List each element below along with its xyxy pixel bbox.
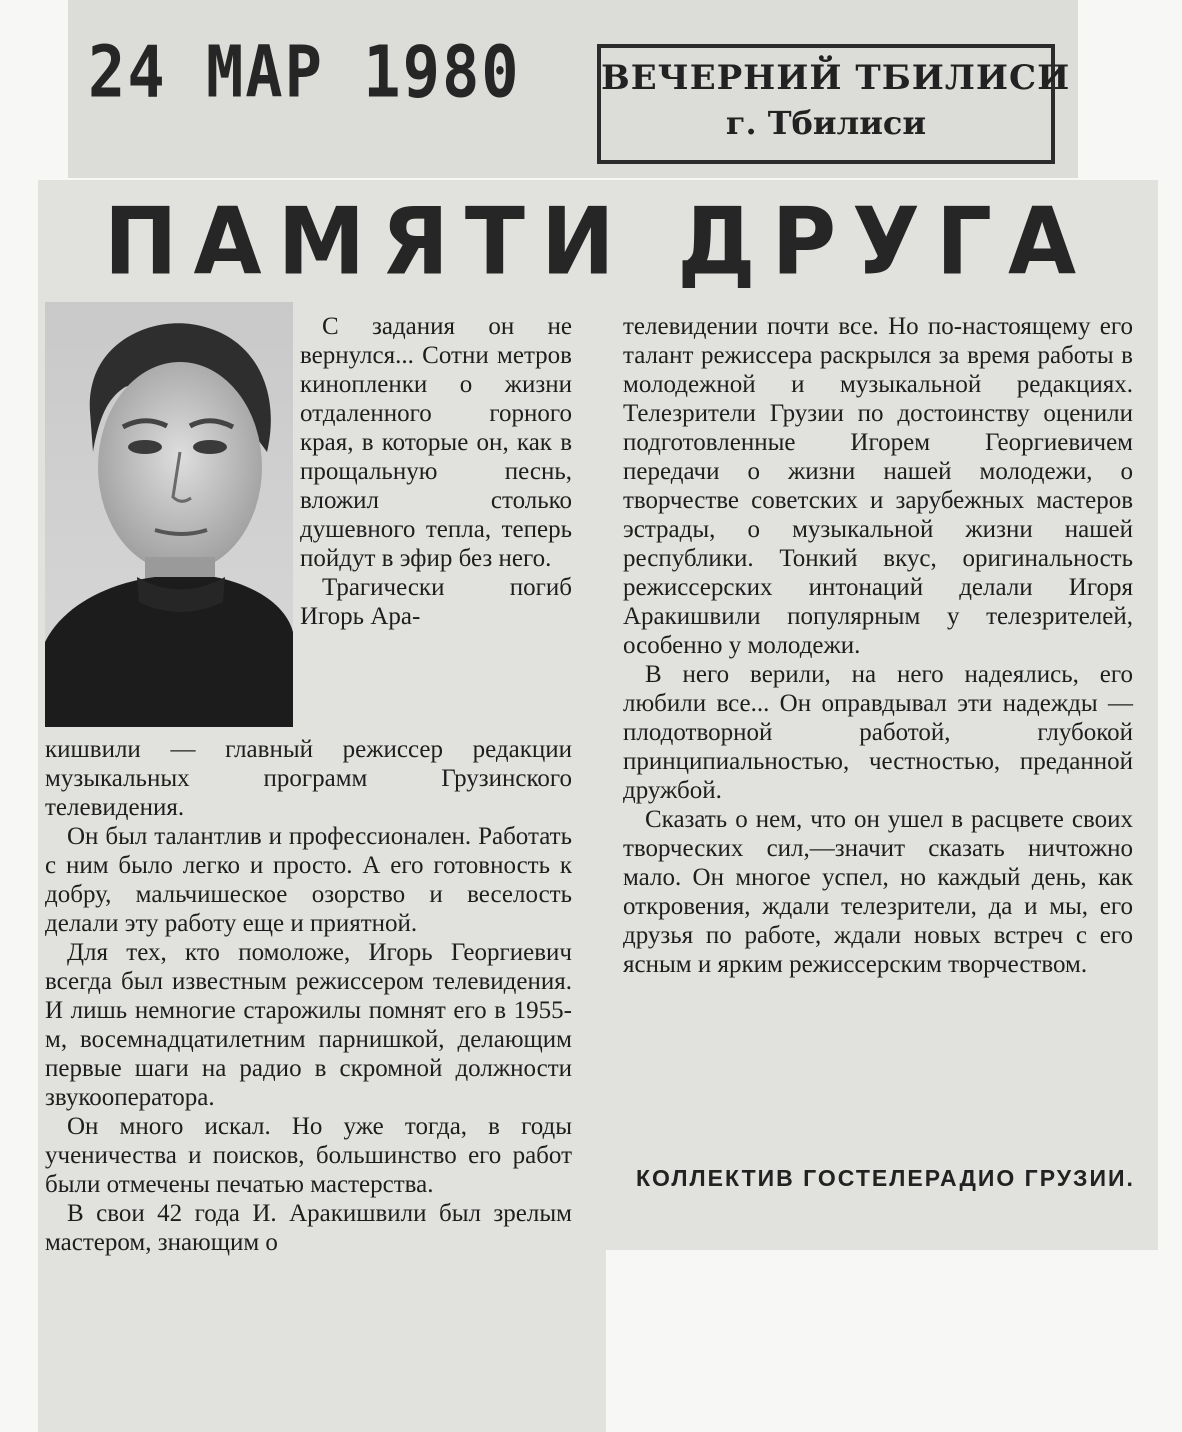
article-paragraph: В свои 42 года И. Аракишвили был зрелым мастером, знающим о [45, 1200, 572, 1256]
portrait-photo [45, 302, 293, 727]
article-paragraph: Он много искал. Но уже тогда, в годы ученичества и поисков, большинство его работ были отмечены печатью мастерства. [45, 1113, 572, 1198]
article-column-right [623, 312, 1133, 979]
article-paragraph: В него верили, на него надеялись, его любили все... Он оправдывал эти надежды — плодотворной работой, глубокой принципиальностью, честностью, преданной дружбой. [623, 661, 1133, 804]
article-paragraph: Он был талантлив и профессионален. Работать с ним было легко и просто. А его готовность к добру, мальчишеское озорство и веселость делали эту работу еще и приятной. [45, 823, 572, 937]
article-paragraph: Для тех, кто помоложе, Игорь Георгиевич всегда был известным режиссером телевидения. И лишь немногие старожилы помнят его в 1955-м, восемнадцатилетним парнишкой, делающим первые шаги на радио в скромной должности звукооператора. [45, 939, 572, 1111]
article-paragraph: Трагически погиб Игорь Ара- [300, 574, 572, 630]
article-column-narrow [300, 312, 572, 631]
portrait-image [45, 302, 293, 727]
article-paragraph: Сказать о нем, что он ушел в расцвете своих творческих сил,—значит сказать ничтожно мало. Он многое успел, но каждый день, как откровения, ждали телезрители, да и мы, его друзья по работе, ждали новых встреч с его ясным и ярким режиссерским творчеством. [623, 806, 1133, 978]
article-headline: ПАМЯТИ ДРУГА [103, 187, 1093, 296]
newspaper-clipping-bottom [38, 1248, 606, 1432]
date-stamp: 24 МАР 1980 [88, 30, 521, 114]
article-paragraph: телевидении почти все. Но по-настоящему его талант режиссера раскрылся за время работы в молодежной и музыкальной редакциях. Телезрители Грузии по достоинству оценили подготовленные Игорем Георгиевичем передачи о жизни нашей молодежи, о творчестве советских и зарубежных мастеров эстрады, о музыкальной жизни нашей республики. Тонкий вкус, оригинальность режиссерских интонаций делали Игоря Аракишвили популярным у телезрителей, особенно у молодежи. [623, 313, 1133, 659]
article-paragraph: С задания он не вернулся... Сотни метров кинопленки о жизни отдаленного горного края, в которые он, как в прощальную песнь, вложил столько душевного тепла, теперь пойдут в эфир без него. [300, 313, 572, 572]
stamp-newspaper-name: ВЕЧЕРНИЙ ТБИЛИСИ [601, 58, 1071, 98]
article-signature: КОЛЛЕКТИВ ГОСТЕЛЕРАДИО ГРУЗИИ. [636, 1165, 1135, 1191]
stamp-city: г. Тбилиси [725, 104, 927, 142]
article-paragraph: кишвили — главный режиссер редакции музыкальных программ Грузинского телевидения. [45, 736, 572, 821]
article-column-left [45, 735, 572, 1257]
newspaper-source-stamp [597, 44, 1071, 164]
